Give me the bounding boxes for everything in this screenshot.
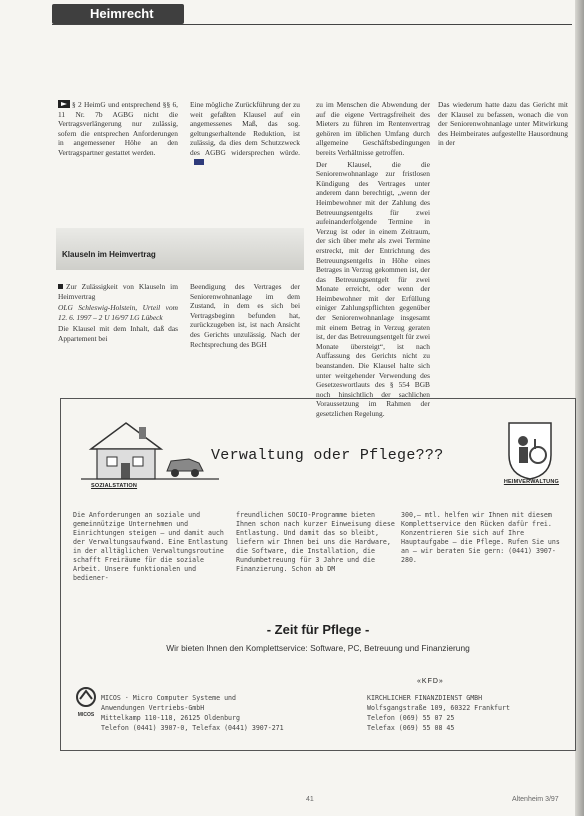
c2-bottom-text: Beendigung des Vertrages der Seniorenwohnanlage im dem Zustand, in dem es sich bei Vertragsbeginn befunden hat, zurückzugeben ist, ist nach Ansicht des Gerichts unzulässig. Nach der Rechtsprechung des BGH bbox=[190, 282, 300, 349]
ad-subline: Wir bieten Ihnen den Komplettservice: Software, PC, Betreuung und Finanzierung bbox=[166, 643, 470, 653]
micos-address bbox=[101, 693, 284, 733]
article-col-2-bottom bbox=[190, 282, 300, 351]
c3-mid-text: Der Klausel, die die Seniorenwohnanlage zur fristlosen Kündigung des Vertrages unter anderem dann berechtigt, „wenn der Heimbewohner mit der Zahlung des Betreuungsentgelts für zwei aufeinanderfolgende Termine in Verzug ist oder in einem Zeitraum, der sich über mehr als zwei Termine erstreckt, mit der Entrichtung des Betreuungsentgelts in Höhe eines Betrages in Verzug gekommen ist, der das Betreuungsentgelt für zwei Monate erreicht, oder wenn der Heimbewohner mit der Erfüllung einiger Zahlungspflichten gegenüber der Seniorenwohnanlage insgesamt mit einem Betrag in Verzug geraten ist, der das Betreuungsentgelt für zwei Monate übersteigt“, ist nach Auffassung des Gerichts nicht zu beanstanden. Die Klausel halte sich unter weitgehender Verwendung des Gesetzeswortlauts des § 554 BGB noch hinsichtlich der sachlichen Voraussetzung im Rahmen der gesetzlichen Regelung. bbox=[316, 159, 430, 418]
kfd-line: Telefax (069) 55 08 45 bbox=[367, 724, 455, 732]
ad-headline: Verwaltung oder Pflege??? bbox=[211, 447, 444, 464]
ad-col-3: 300,– mtl. helfen wir Ihnen mit diesem Komplettservice den Rücken dafür frei. Konzentrieren Sie sich auf Ihre Hauptaufgabe – die Pflege. Rufen Sie uns an – wir beraten Sie gern: (0441) 3907-280. bbox=[401, 511, 560, 564]
ad-label-home-admin: HEIMVERWALTUNG bbox=[503, 479, 559, 485]
micos-line: Telefon (0441) 3907-0, Telefax (0441) 3907-271 bbox=[101, 724, 284, 732]
micos-line: MICOS · Micro Computer Systeme und bbox=[101, 694, 236, 702]
c1-citation: OLG Schleswig-Holstein, Urteil vom 12. 6. 1997 – 2 U 16/97 LG Lübeck bbox=[58, 303, 178, 322]
header-rule bbox=[52, 24, 572, 25]
nursing-home-icon bbox=[505, 419, 555, 481]
house-car-illustration bbox=[81, 413, 221, 483]
ad-col-2: freundlichen SOCIO-Programme bieten Ihnen schon nach kurzer Einweisung diese Entlastung. Und damit das so bleibt, liefern wir Ihnen bei uns die Hardware, die Software, die Installation, die Rundumbetreuung für 3 Jahre und die Finanzierung. Schon ab DM bbox=[236, 511, 395, 573]
bullet-square-icon bbox=[58, 284, 63, 289]
c2-top-text: Eine mögliche Zurückführung der zu weit gefaßten Klausel auf ein angemessenes Maß, das sog. geltungserhaltende Reduktion, ist zulässig, da dies dem Schutzzweck des AGBG widersprechen würde. bbox=[190, 100, 300, 157]
c1-top-text: § 2 HeimG und entsprechend §§ 6, 11 Nr. 7b AGBG nicht die Vertragsverlängerung nur zulässig, sofern die entsprechen Anforderungen in angemessener Höhe an den Vertragspartner gestattet werden. bbox=[58, 100, 178, 157]
c1-lead: Zur Zulässigkeit von Klauseln im Heimvertrag bbox=[58, 282, 178, 301]
c1-bottom-text: Die Klausel mit dem Inhalt, daß das Appartement bei bbox=[58, 324, 178, 343]
page-spine bbox=[575, 0, 584, 816]
section-header-title: Heimrecht bbox=[90, 6, 154, 21]
arrow-icon bbox=[58, 100, 70, 108]
c3-top-text: zu im Menschen die Abwendung der auf die eigene Vertragsfreiheit des Mieters zu führen im Rentenvertrag gehören im üblichen Umfang durch allgemeine Geschäftsbedingungen bereits Verhältnisse getroffen. bbox=[316, 100, 430, 157]
kfd-line: Wolfsgangstraße 109, 60322 Frankfurt bbox=[367, 704, 510, 712]
article-col-1-top bbox=[58, 100, 178, 160]
c4-text: Das wiederum hatte dazu das Gericht mit der Klausel zu befassen, wonach die von der Seniorenwohnanlage unter Mitwirkung des Heimbeirates aufgestellte Hausordnung in der bbox=[438, 100, 568, 148]
article-col-2-top bbox=[190, 100, 300, 169]
kfd-address bbox=[367, 693, 510, 733]
ad-label-social-station: SOZIALSTATION bbox=[91, 483, 138, 489]
section-header bbox=[52, 4, 184, 24]
micos-line: Anwendungen Vertriebs-GmbH bbox=[101, 704, 205, 712]
end-mark-icon bbox=[194, 159, 204, 165]
section-box bbox=[56, 228, 304, 270]
micos-line: Mittelkamp 110-118, 26125 Oldenburg bbox=[101, 714, 240, 722]
kfd-line: KIRCHLICHER FINANZDIENST GMBH bbox=[367, 694, 483, 702]
ad-slogan: - Zeit für Pflege - bbox=[266, 622, 370, 637]
article-col-4 bbox=[438, 100, 568, 362]
article-col-1-bottom bbox=[58, 282, 178, 346]
page-number: 41 bbox=[306, 796, 314, 803]
kfd-mark: «KFD» bbox=[417, 678, 444, 685]
issue-label: Altenheim 3/97 bbox=[512, 796, 559, 803]
article-col-3 bbox=[316, 100, 430, 421]
ad-col-1: Die Anforderungen an soziale und gemeinnützige Unternehmen und Einrichtungen steigen – und damit auch der Verwaltungsaufwand. Eine Entlastung in der alltäglichen Verwaltungsroutine schafft Freiräume für die soziale Arbeit. Unsere funktionalen und bediener- bbox=[73, 511, 228, 582]
kfd-mark-text: KFD bbox=[421, 678, 439, 685]
svg-text:MICOS: MICOS bbox=[77, 712, 95, 718]
micos-logo-icon bbox=[75, 685, 97, 719]
advertisement bbox=[60, 398, 576, 751]
section-box-title: Klauseln im Heimvertrag bbox=[62, 250, 156, 259]
kfd-line: Telefon (069) 55 07 25 bbox=[367, 714, 455, 722]
